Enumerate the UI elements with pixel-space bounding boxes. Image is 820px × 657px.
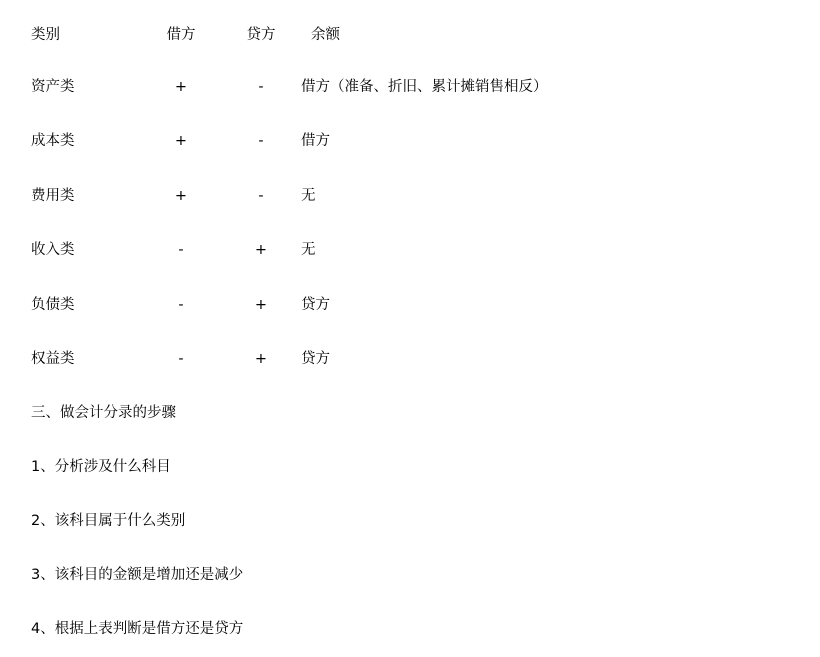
table-row <box>0 169 820 224</box>
table-row <box>0 278 820 333</box>
step-item-1: 1、分析涉及什么科目 <box>31 459 171 476</box>
step-item-2: 2、该科目属于什么类别 <box>31 513 186 530</box>
cell-credit: - <box>258 187 264 204</box>
cell-balance: 借方 <box>301 133 330 150</box>
table-row <box>0 224 820 279</box>
cell-balance: 贷方 <box>301 296 330 313</box>
cell-debit: - <box>178 296 184 313</box>
cell-credit: + <box>254 296 268 313</box>
cell-balance: 借方（准备、折旧、累计摊销售相反） <box>301 78 548 95</box>
column-header-balance: 余额 <box>311 27 340 44</box>
step-item-4: 4、根据上表判断是借方还是贷方 <box>31 621 244 638</box>
section-heading: 三、做会计分录的步骤 <box>31 405 176 422</box>
cell-category: 权益类 <box>31 351 75 368</box>
cell-credit: - <box>258 133 264 150</box>
cell-credit: + <box>254 242 268 259</box>
cell-debit: + <box>174 78 188 95</box>
table-header-row <box>0 12 820 60</box>
cell-debit: - <box>178 351 184 368</box>
account-category-table <box>0 12 820 387</box>
cell-balance: 贷方 <box>301 351 330 368</box>
table-row <box>0 115 820 170</box>
cell-credit: + <box>254 351 268 368</box>
column-header-debit: 借方 <box>166 27 196 44</box>
cell-debit: + <box>174 187 188 204</box>
cell-balance: 无 <box>301 187 316 204</box>
cell-debit: - <box>178 242 184 259</box>
cell-credit: - <box>258 78 264 95</box>
cell-category: 成本类 <box>31 133 75 150</box>
cell-category: 负债类 <box>31 296 75 313</box>
table-row <box>0 60 820 115</box>
column-header-category: 类别 <box>31 27 60 44</box>
column-header-credit: 贷方 <box>246 27 276 44</box>
table-row <box>0 333 820 388</box>
cell-category: 收入类 <box>31 242 75 259</box>
cell-category: 资产类 <box>31 78 75 95</box>
cell-balance: 无 <box>301 242 316 259</box>
step-item-3: 3、该科目的金额是增加还是减少 <box>31 567 244 584</box>
cell-debit: + <box>174 133 188 150</box>
cell-category: 费用类 <box>31 187 75 204</box>
